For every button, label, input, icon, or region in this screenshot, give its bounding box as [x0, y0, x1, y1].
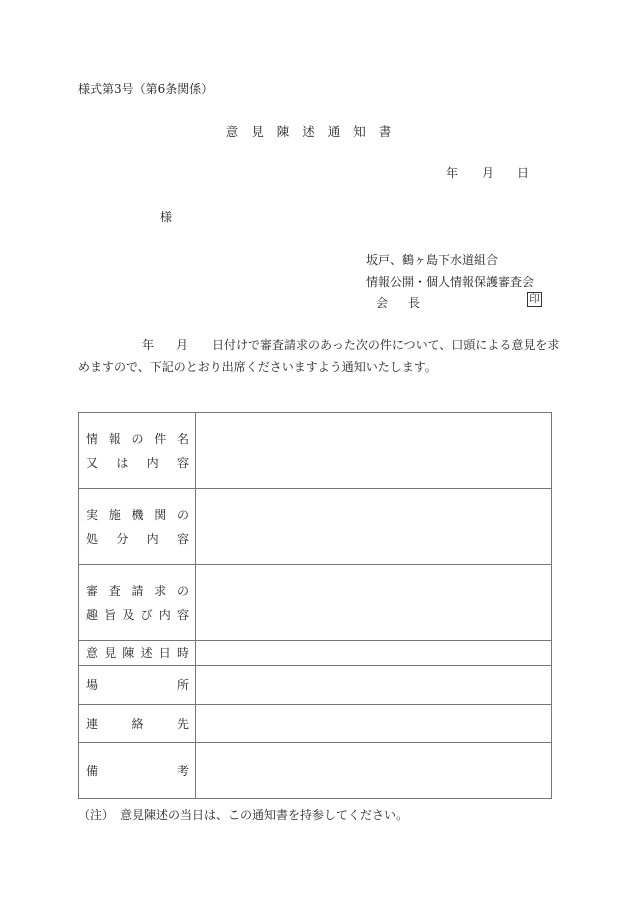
info-name-field[interactable] [196, 413, 552, 489]
date-day-label: 日 [517, 166, 530, 180]
label-char: 情 [86, 431, 99, 446]
label-char: 時 [176, 646, 189, 660]
row-label-line [86, 451, 189, 475]
row-label [79, 413, 196, 489]
label-char: 見 [104, 646, 117, 660]
label-char: 容 [176, 607, 189, 622]
label-char: 名 [176, 431, 189, 446]
label-char: 施 [108, 507, 121, 522]
table-row-info-name [79, 413, 552, 489]
body-line2: めますので、下記のとおり出席くださいますよう通知いたします。 [78, 360, 437, 374]
label-char: 及 [122, 607, 135, 622]
label-char: 求 [154, 583, 167, 598]
row-label-line [86, 527, 189, 551]
label-char: 旨 [104, 607, 117, 622]
form-number: 様式第3号（第6条関係） [78, 82, 214, 96]
label-char: 処 [86, 531, 99, 546]
label-char: 関 [154, 507, 167, 522]
table-row-datetime [79, 641, 552, 666]
label-char: 容 [176, 455, 189, 470]
row-label-line [86, 759, 189, 783]
label-char: 日 [158, 646, 171, 660]
label-char: 分 [116, 531, 129, 546]
row-label [79, 489, 196, 565]
addressee-suffix: 様 [160, 210, 173, 224]
agency-disposition-field[interactable] [196, 489, 552, 565]
row-label [79, 705, 196, 743]
label-char: の [176, 583, 189, 598]
row-label-line [86, 427, 189, 451]
row-label [79, 641, 196, 666]
contact-field[interactable] [196, 705, 552, 743]
sender-committee: 情報公開・個人情報保護審査会 [366, 275, 535, 289]
label-char: 件 [154, 431, 167, 446]
row-label-line [86, 673, 189, 697]
row-label-line [86, 603, 189, 627]
label-char: 絡 [131, 716, 144, 731]
label-char: 考 [176, 763, 189, 778]
request-purpose-field[interactable] [196, 565, 552, 641]
label-char: 審 [86, 583, 99, 598]
date-month-label: 月 [482, 166, 495, 180]
table-row-agency-disposition [79, 489, 552, 565]
label-char: は [116, 455, 129, 470]
label-char: の [176, 507, 189, 522]
row-label-line [86, 712, 189, 736]
label-char: 先 [176, 716, 189, 731]
body-month-label: 月 [176, 338, 189, 352]
table-row-request-purpose [79, 565, 552, 641]
document-title: 意見陳述通知書 [225, 124, 405, 139]
label-char: 陳 [122, 646, 135, 660]
table-row-contact [79, 705, 552, 743]
seal-mark: 印 [527, 292, 542, 307]
label-char: 実 [86, 507, 99, 522]
label-char: 内 [158, 607, 171, 622]
table-row-remarks [79, 743, 552, 799]
label-char: 請 [131, 583, 144, 598]
body-year-label: 年 [142, 338, 155, 352]
row-label [79, 565, 196, 641]
label-char: 容 [176, 531, 189, 546]
label-char: 査 [108, 583, 121, 598]
label-char: 内 [146, 531, 159, 546]
label-char: 内 [146, 455, 159, 470]
row-label [79, 666, 196, 705]
label-char: 意 [86, 646, 99, 660]
row-label-line [86, 579, 189, 603]
label-char: び [140, 607, 153, 622]
label-char: 述 [140, 646, 153, 660]
details-table [78, 412, 552, 799]
label-char: の [131, 431, 144, 446]
label-char: 所 [176, 678, 189, 692]
row-label-line [86, 641, 189, 665]
row-label [79, 743, 196, 799]
label-char: 又 [86, 455, 99, 470]
sender-organization: 坂戸、鶴ヶ島下水道組合 [366, 253, 499, 267]
footnote: （注） 意見陳述の当日は、この通知書を持参してください。 [78, 808, 409, 822]
label-char: 場 [86, 678, 99, 692]
body-line1: 日付けで審査請求のあった次の件について、口頭による意見を求 [212, 338, 560, 352]
row-label-line [86, 503, 189, 527]
datetime-field[interactable] [196, 641, 552, 666]
sender-position: 会 長 [376, 296, 425, 310]
remarks-field[interactable] [196, 743, 552, 799]
label-char: 機 [131, 507, 144, 522]
table-row-place [79, 666, 552, 705]
label-char: 趣 [86, 607, 99, 622]
label-char: 報 [108, 431, 121, 446]
date-year-label: 年 [446, 166, 459, 180]
label-char: 備 [86, 763, 99, 778]
label-char: 連 [86, 716, 99, 731]
place-field[interactable] [196, 666, 552, 705]
